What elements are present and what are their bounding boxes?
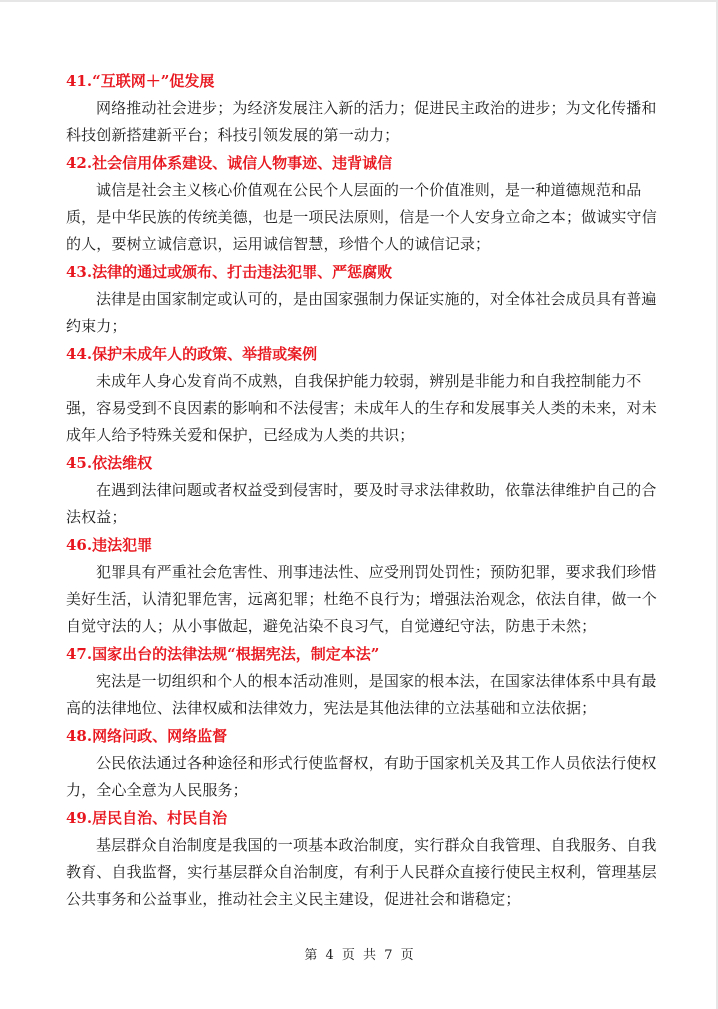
section-text: 公民依法通过各种途径和形式行使监督权，有助于国家机关及其工作人员依法行使权力，全心全意为人民服务； [66,754,657,799]
section-42 [66,150,666,258]
section-text: 基层群众自治制度是我国的一项基本政治制度，实行群众自我管理、自我服务、自我教育、自我监督，实行基层群众自治制度，有利于人民群众直接行使民主权利，管理基层公共事务和公益事业，推动社会主义民主建设，促进社会和谐稳定； [66,836,657,908]
section-text: 未成年人身心发育尚不成熟，自我保护能力较弱，辨别是非能力和自我控制能力不强，容易受到不良因素的影响和不法侵害；未成年人的生存和发展事关人类的未来，对未成年人给予特殊关爱和保护，已经成为人类的共识； [66,372,657,444]
section-heading: 49.居民自治、村民自治 [66,809,228,827]
section-41 [66,68,666,149]
section-heading: 46.违法犯罪 [66,536,153,554]
page-edge-top [0,0,718,2]
section-43 [66,259,666,340]
section-49 [66,805,666,913]
section-text: 犯罪具有严重社会危害性、刑事违法性、应受刑罚处罚性；预防犯罪，要求我们珍惜美好生活，认清犯罪危害，远离犯罪；杜绝不良行为；增强法治观念，依法自律，做一个自觉守法的人；从小事做起，避免沾染不良习气，自觉遵纪守法，防患于未然； [66,563,657,635]
section-text: 在遇到法律问题或者权益受到侵害时，要及时寻求法律救助，依靠法律维护自己的合法权益； [66,481,657,526]
section-heading: 42.社会信用体系建设、诚信人物事迹、违背诚信 [66,154,393,172]
section-46 [66,532,666,640]
section-heading: 45.依法维权 [66,454,153,472]
section-heading: 47.国家出台的法律法规“根据宪法，制定本法” [66,645,380,663]
page-number-footer: 第 4 页 共 7 页 [304,948,414,963]
section-45 [66,450,666,531]
section-text: 法律是由国家制定或认可的，是由国家强制力保证实施的，对全体社会成员具有普遍约束力； [66,290,657,335]
section-text: 诚信是社会主义核心价值观在公民个人层面的一个价值准则，是一种道德规范和品质，是中华民族的传统美德，也是一项民法原则，信是一个人安身立命之本；做诚实守信的人，要树立诚信意识，运用诚信智慧，珍惜个人的诚信记录； [66,181,657,253]
section-heading: 43.法律的通过或颁布、打击违法犯罪、严惩腐败 [66,263,393,281]
document-body [66,68,666,914]
section-47 [66,641,666,722]
section-heading: 44.保护未成年人的政策、举措或案例 [66,345,318,363]
section-44 [66,341,666,449]
section-text: 网络推动社会进步；为经济发展注入新的活力；促进民主政治的进步；为文化传播和科技创新搭建新平台；科技引领发展的第一动力； [66,99,657,144]
section-heading: 48.网络问政、网络监督 [66,727,228,745]
section-text: 宪法是一切组织和个人的根本活动准则，是国家的根本法，在国家法律体系中具有最高的法律地位、法律权威和法律效力，宪法是其他法律的立法基础和立法依据； [66,672,657,717]
section-heading: 41.“互联网＋”促发展 [66,72,215,90]
section-48 [66,723,666,804]
